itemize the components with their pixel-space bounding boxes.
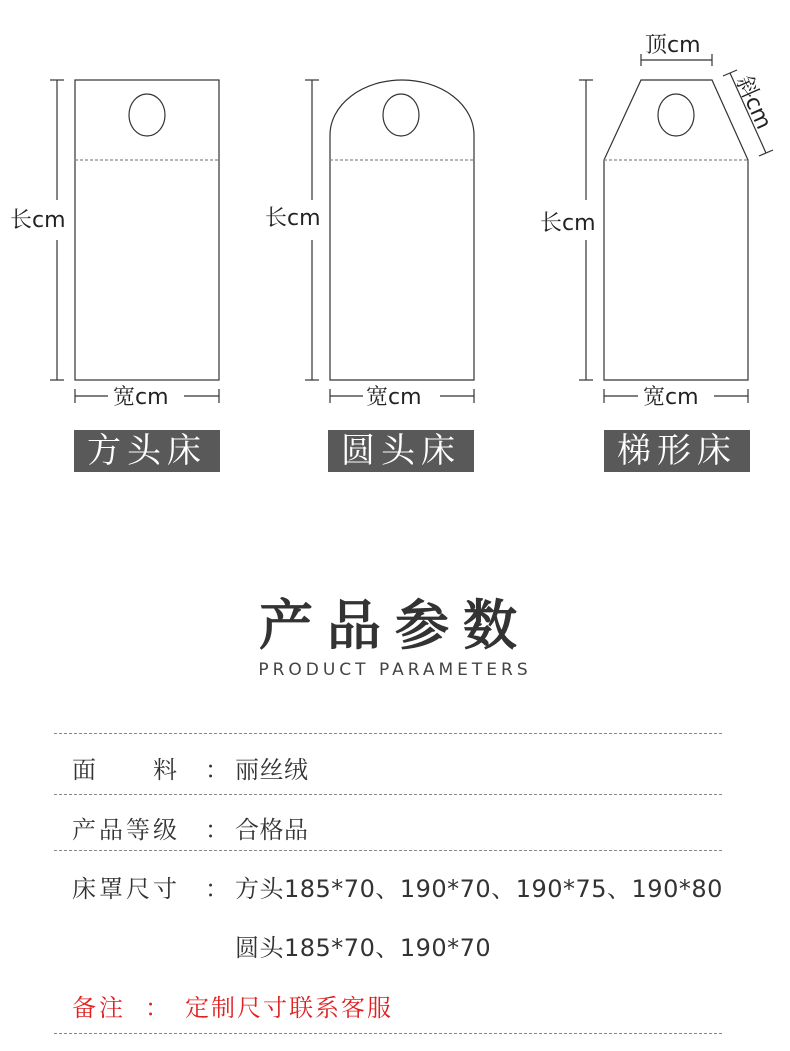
material-colon: ： <box>205 756 229 784</box>
round-head-outline <box>330 80 474 380</box>
length-label: 长cm <box>10 208 66 233</box>
note-value: 定制尺寸联系客服 <box>185 994 393 1022</box>
square-head-outline <box>75 80 219 380</box>
note-label: 备注 <box>72 994 126 1022</box>
section-title: 产品参数 <box>259 594 531 657</box>
top-label: 顶cm <box>645 33 701 58</box>
slant-label: 斜cm <box>730 72 776 134</box>
round-head-label: 圆头床 <box>328 430 474 472</box>
size-value-round: 圆头185*70、190*70 <box>235 934 492 962</box>
length-label: 长cm <box>265 206 321 231</box>
divider <box>54 1033 722 1034</box>
divider <box>54 794 722 795</box>
round-head-diagram <box>305 80 474 403</box>
grade-label: 产品等级 <box>72 816 180 844</box>
square-head-diagram <box>50 80 219 403</box>
hanger-hole <box>658 94 694 136</box>
note-colon: ： <box>145 994 169 1022</box>
material-value: 丽丝绒 <box>235 756 309 784</box>
grade-colon: ： <box>205 816 229 844</box>
size-value-square: 方头185*70、190*70、190*75、190*80 <box>235 875 723 903</box>
trapezoid-head-outline <box>604 80 748 380</box>
width-label: 宽cm <box>366 385 422 410</box>
size-label: 床罩尺寸 <box>72 875 180 903</box>
trapezoid-head-label: 梯形床 <box>604 430 750 472</box>
divider <box>54 850 722 851</box>
length-label: 长cm <box>540 211 596 236</box>
grade-value: 合格品 <box>235 816 309 844</box>
width-label: 宽cm <box>113 385 169 410</box>
hanger-hole <box>129 94 165 136</box>
divider <box>54 733 722 734</box>
width-label: 宽cm <box>643 385 699 410</box>
square-head-label: 方头床 <box>74 430 220 472</box>
hanger-hole <box>383 94 419 136</box>
section-subtitle: PRODUCT PARAMETERS <box>258 660 532 680</box>
size-colon: ： <box>205 875 229 903</box>
material-label: 面 料 <box>72 756 180 784</box>
bed-shape-diagrams <box>0 0 790 500</box>
